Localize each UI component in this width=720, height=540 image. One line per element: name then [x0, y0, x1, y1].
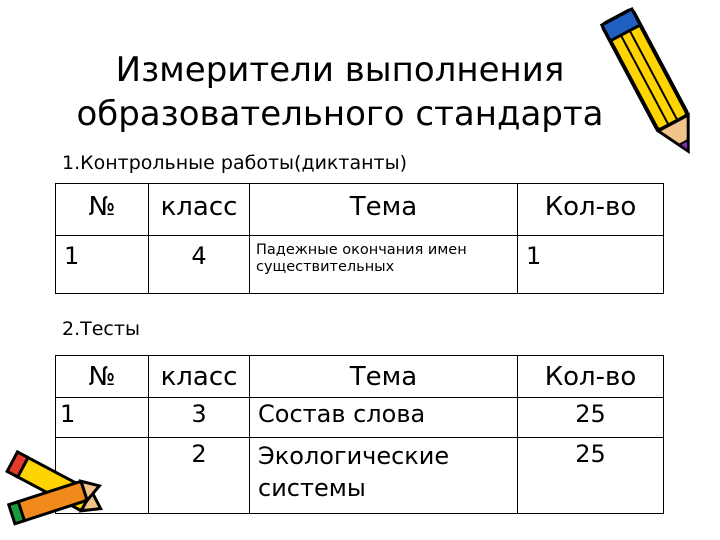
header-topic: Тема — [250, 356, 518, 398]
header-grade: класс — [149, 356, 250, 398]
header-count: Кол-во — [518, 184, 664, 236]
row-count: 25 — [518, 398, 664, 438]
row-number: 1 — [56, 398, 149, 438]
row-grade: 3 — [149, 398, 250, 438]
header-count: Кол-во — [518, 356, 664, 398]
title-line-2: образовательного стандарта — [76, 94, 604, 134]
pencils-icon — [0, 440, 110, 538]
section-1-label: 1.Контрольные работы(диктанты) — [62, 152, 408, 174]
tests-table — [55, 355, 664, 514]
pencil-icon — [598, 0, 708, 175]
header-grade: класс — [149, 184, 250, 236]
table-header-row — [56, 356, 664, 398]
header-topic: Тема — [250, 184, 518, 236]
table-header-row — [56, 184, 664, 236]
row-topic: Падежные окончания имен существительных — [250, 236, 518, 294]
row-topic: Экологические системы — [250, 438, 518, 514]
table-row — [56, 236, 664, 294]
table-row — [56, 438, 664, 514]
row-grade: 2 — [149, 438, 250, 514]
row-count: 25 — [518, 438, 664, 514]
row-number: 1 — [56, 236, 149, 294]
header-number: № — [56, 356, 149, 398]
table-row — [56, 398, 664, 438]
row-topic: Состав слова — [250, 398, 518, 438]
title-line-1: Измерители выполнения — [115, 50, 565, 90]
section-2-label: 2.Тесты — [62, 318, 140, 340]
row-count: 1 — [518, 236, 664, 294]
slide-title — [60, 48, 620, 136]
header-number: № — [56, 184, 149, 236]
dictations-table — [55, 183, 664, 294]
row-grade: 4 — [149, 236, 250, 294]
